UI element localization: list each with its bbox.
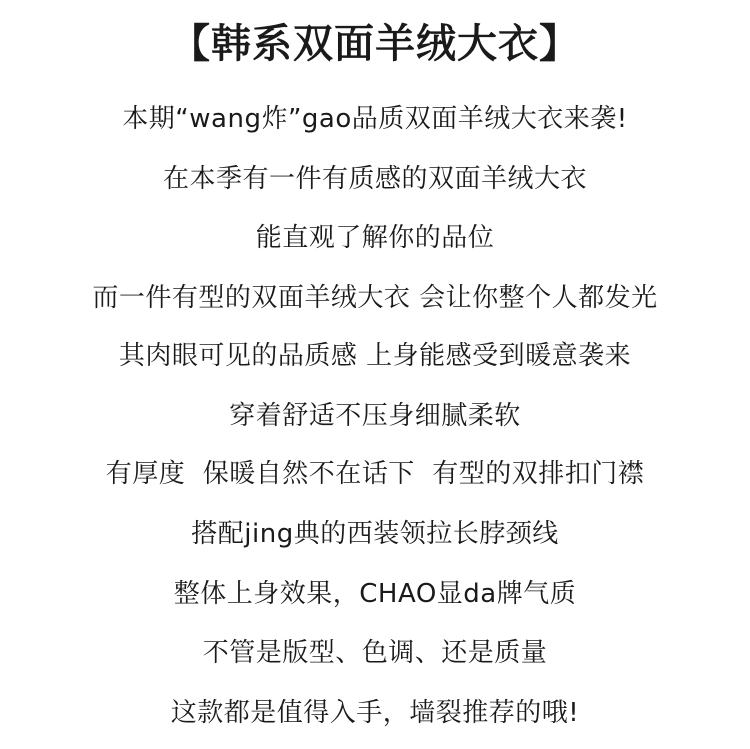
description-line-9: 整体上身效果，CHAO显da牌气质: [173, 579, 577, 609]
description-line-10: 不管是版型、色调、还是质量: [202, 638, 548, 668]
description-line-4: 而一件有型的双面羊绒大衣 会让你整个人都发光: [92, 283, 658, 313]
description-line-2: 在本季有一件有质感的双面羊绒大衣: [162, 164, 587, 194]
description-line-8: 搭配jing典的西装领拉长脖颈线: [191, 519, 559, 549]
description-line-11: 这款都是值得入手，墙裂推荐的哦!: [170, 698, 580, 728]
page-title: 【韩系双面羊绒大衣】: [170, 21, 580, 67]
description-line-3: 能直观了解你的品位: [255, 223, 495, 253]
description-line-7: 有厚度 保暖自然不在话下 有型的双排扣门襟: [105, 459, 645, 489]
description-line-5: 其肉眼可见的品质感 上身能感受到暖意袭来: [118, 341, 632, 371]
description-line-6: 穿着舒适不压身细腻柔软: [229, 401, 521, 431]
description-line-1: 本期“wang炸”gao品质双面羊绒大衣来袭!: [122, 104, 628, 134]
